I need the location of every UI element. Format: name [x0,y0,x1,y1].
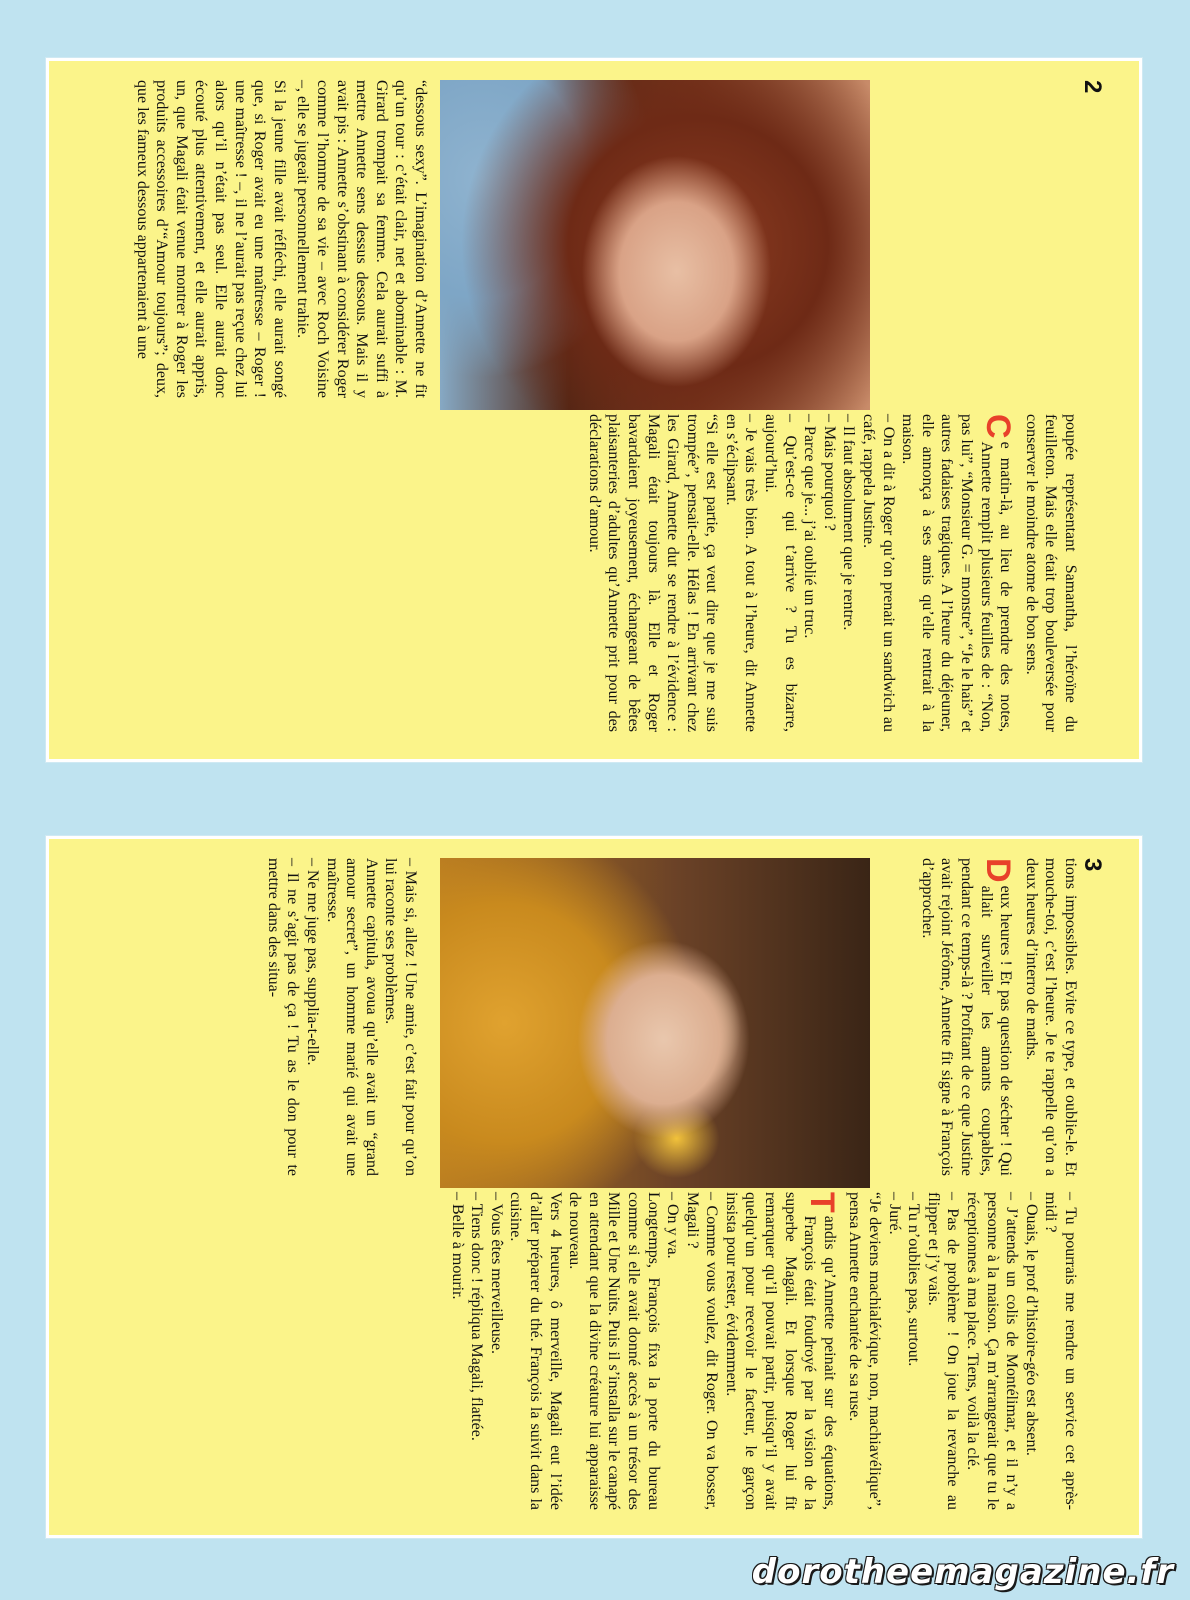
paragraph: – Mais si, allez ! Une amie, c’est fait pour qu’on lui raconte ses problèmes. [382,858,419,1176]
page-number: 3 [1079,858,1106,872]
page-3-panel [46,836,1142,1538]
dropcap: T [802,1192,841,1213]
paragraph: Longtemps, François fixa la porte du bureau comme si elle avait donné accès à un trésor des Mille et Une Nuits. Puis il s’installa sur le canapé en attendant que la divine créature lui apparaisse de nouveau. [566,1192,662,1510]
paragraph-dropcap: D eux heures ! Et pas question de sécher ! Qui allait surveiller les amants coupables, pendant ce temps-là ? Profitant de ce que Justine avait rejoint Jérôme, Annette fit signe à François d’approcher. [918,858,1018,1176]
site-watermark: dorotheemagazine.fr [751,1552,1174,1592]
photo-girl-with-glasses [440,858,870,1188]
page-2-column-1 [132,80,430,398]
dropcap: C [979,414,1018,439]
paragraph: – Qu’est-ce qui t’arrive ? Tu es bizarre, aujourd’hui. [762,414,799,732]
paragraph: – Comme vous voulez, dit Roger. On va bosser, Magali ? [683,1192,721,1510]
paragraph: Annette capitula, avoua qu’elle avait un “grand amour secret”, un homme marié qui avait une maîtresse. [323,858,380,1176]
paragraph: – Il faut absolument que je rentre. [840,414,858,631]
paragraph: – Pas de problème ! On joue la revanche au flipper et j’y vais. [924,1192,962,1510]
page-2-content [58,70,1120,742]
paragraph: – On a dit à Roger qu’on prenait un sandwich au café, rappela Justine. [860,414,897,732]
page-3-column-1-top [263,858,420,1176]
page-2-panel [46,58,1142,762]
paragraph: – On y va. [664,1192,682,1259]
paragraph: – Il ne s’agit pas de ça ! Tu as le don pour te mettre dans des situa- [264,858,302,1176]
paragraph: Si la jeune fille avait réfléchi, elle aurait songé que, si Roger avait eu une maîtresse – Roger ! une maîtresse ! –, il ne l’aurait pas reçue chez lui alors qu’il n’était pas seul. Elle aurait donc écouté plus attentivement, et elle aurait appris, un, que Magali était venue montrer à Roger les produits accessoires d’“Amour toujours”; deux, que les fameux dessous appartenaient à une [133,80,288,398]
paragraph: poupée représentant Samantha, l’héroïne du feuilleton. Mais elle était trop bouleversée pour conserver le moindre atome de bon sens. [1022,414,1079,732]
paragraph: – Juré. [885,1192,903,1235]
page-3-column-1 [917,858,1080,1176]
paragraph-dropcap: C e matin-là, au lieu de prendre des notes, Annette remplit plusieurs feuilles de : “Non, pas lui”, “Monsieur G. = monstre”, “Je le hais” et autres fadaises tragiques. A l’heure du déjeuner, elle annonça à ses amis qu’elle rentrait à la maison. [899,414,1018,732]
paragraph: – Vous êtes merveilleuse. [487,1192,505,1355]
page-3-content [58,848,1120,1520]
paragraph: “dessous sexy”. L’imagination d’Annette ne fit qu’un tour : c’était clair, net et abominable : M. Girard trompait sa femme. Cela aurait suffi à mettre Annette sens dessus dessous. Mais il y avait pis : Annette s’obstinant à considérer Roger comme l’homme de sa vie – avec Roch Voisine –, elle se jugeait personnellement trahie. [294,80,429,398]
page-2-column-2 [584,414,1080,732]
paragraph: – Belle à mourir. [448,1192,466,1300]
paragraph: “Si elle est partie, ça veut dire que je me suis trompée”, pensait-elle. Hélas ! En arrivant chez les Girard, Annette dut se rendre à l’évidence : Magali était toujours là. Elle et Roger bavardaient joyeusement, échangeant de bêtes plaisanteries d’adultes qu’Annette prit pour des déclarations d’amour. [585,414,721,732]
paragraph: – Je vais très bien. A tout à l’heure, dit Annette en s’éclipsant. [722,414,760,732]
paragraph: “Je deviens machialévique, non, machiavélique”, pensa Annette enchantée de sa ruse. [846,1192,884,1510]
photo-curly-haired-girl [440,80,870,410]
paragraph: – Tu n’oublies pas, surtout. [905,1192,923,1367]
page-3-column-2 [447,1192,1080,1510]
dropcap: D [979,858,1018,883]
paragraph: – Tiens donc ! répliqua Magali, flattée. [468,1192,486,1441]
paragraph: – Ne me juge pas, supplia-t-elle. [304,858,322,1066]
paragraph: tions impossibles. Evite ce type, et oublie-le. Et mouche-toi, c’est l’heure. Je te rappelle qu’on a deux heures d’interro de maths. [1022,858,1079,1176]
paragraph: Vers 4 heures, ô merveille, Magali eut l’idée d’aller préparer du thé. François la suivit dans la cuisine. [507,1192,564,1510]
paragraph: – Ouais, le prof d’histoire-géo est absent. [1022,1192,1040,1456]
paragraph-dropcap: T andis qu’Annette peinait sur des équations, François était foudroyé par la vision de la superbe Magali. Et lorsque Roger lui fit remarquer qu’il pouvait partir, puisqu’il y avait quelqu’un pour recevoir le facteur, le garçon insista pour rester, évidemment. [722,1192,841,1510]
paragraph: – J’attends un colis de Montélimar, et il n’y a personne à la maison. Ça m’arrangerait que tu le réceptionnes à ma place. Tiens, voilà la clé. [964,1192,1021,1510]
page-number: 2 [1079,80,1106,94]
paragraph: – Tu pourrais me rendre un service cet après-midi ? [1042,1192,1079,1510]
paragraph: – Parce que je... j’ai oublié un truc. [801,414,819,639]
paragraph: – Mais pourquoi ? [820,414,838,531]
